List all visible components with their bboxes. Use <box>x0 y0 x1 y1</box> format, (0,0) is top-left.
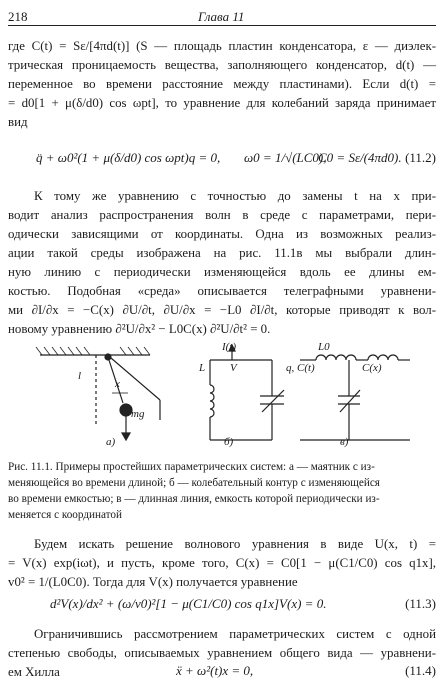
para2-line-1: К тому же уравнению с точностью до замены t на x при- <box>34 189 436 203</box>
figure-11-1 <box>0 340 444 450</box>
label-current: I(t) <box>222 341 237 353</box>
eq-11-2-number: (11.2) <box>405 150 436 165</box>
subfig-b-label: б) <box>224 436 234 448</box>
para1-line-2: трическая проницаемость вещества, заполняющего конденсатор, d(t) — <box>8 58 436 72</box>
para2-line-7: ми ∂I/∂x = −C(x) ∂U/∂t, ∂U/∂x = −L0 ∂I/∂t, которые приводят к вол- <box>8 303 436 317</box>
caption-line-4: меняется с координатой <box>8 509 123 521</box>
subfig-c-label: в) <box>340 436 349 448</box>
eq-11-2-c0: C0 = Sε/(4πd0). <box>318 150 402 165</box>
para4-line-1: Ограничившись рассмотрением параметрических систем с одной <box>34 627 436 641</box>
para2-line-6: костью. Подобная «среда» описывается телеграфными уравнени- <box>8 284 436 298</box>
subfig-a-label: а) <box>106 436 116 448</box>
para2-line-3: одически зависящими от координаты. Одна из возможных реализ- <box>8 227 436 241</box>
label-l: l <box>78 370 82 382</box>
para2-line-2: водит анализ распространения волн в среде с параметрами, пери- <box>8 208 436 222</box>
caption-line-1: Рис. 11.1. Примеры простейших параметрических систем: а — маятник с из- <box>8 461 375 473</box>
caption-line-3: во времени емкостью; в — длинная линия, емкость которой периодически из- <box>8 493 380 505</box>
eq-11-4-number: (11.4) <box>405 663 436 678</box>
para1-line-5: вид <box>8 115 28 129</box>
para4-line-3: ем Хилла <box>8 665 60 679</box>
label-x: x <box>115 378 120 390</box>
eq-11-2-main: q̈ + ω0²(1 + μ(δ/d0) cos ωpt)q = 0, <box>36 150 221 165</box>
transmission-line-diagram <box>300 355 410 440</box>
para2-line-4: ации такой среды изображена на рис. 11.1в мы выбрали длин- <box>8 246 436 260</box>
para3-line-3: v0² = 1/(L0C0). Тогда для V(x) получается уравнение <box>8 575 298 589</box>
eq-11-3: d²V(x)/dx² + (ω/v0)²[1 − μ(C1/C0) cos q1x]V(x) = 0. <box>50 596 327 611</box>
para1-line-4: = d0[1 + μ(δ/d0) cos ωpt], то уравнение для колебаний заряда принимает <box>8 96 436 110</box>
chapter-title: Глава 11 <box>198 9 245 24</box>
pendulum-diagram <box>36 347 160 440</box>
header-rule <box>8 25 436 26</box>
eq-11-2-omega: ω0 = 1/√(LC0), <box>244 150 327 165</box>
para3-line-2: = V(x) exp(iωt), и пусть, кроме того, C(x) = C0[1 − μ(C1/C0) cos q1x], <box>8 556 436 570</box>
eq-11-4: ẍ + ω²(t)x = 0, <box>176 663 254 678</box>
eq-11-3-number: (11.3) <box>405 596 436 611</box>
para4-line-2: степенью свободы, описываемых уравнением общего вида — уравнени- <box>8 646 436 660</box>
para2-line-8: новому уравнению ∂²U/∂x² − L0C(x) ∂²U/∂t² = 0. <box>8 322 271 336</box>
para3-line-1: Будем искать решение волнового уравнения в виде U(x, t) = <box>34 537 436 551</box>
caption-line-2: меняющейся во времени длиной; б — колебательный контур с изменяющейся <box>8 477 380 489</box>
label-voltage: V <box>230 362 237 374</box>
para1-line-1: где C(t) = Sε/[4πd(t)] (S — площадь пластин конденсатора, ε — диэлек- <box>8 39 436 53</box>
para1-line-3: переменное во времени расстояние между пластинами). Если d(t) = <box>8 77 436 91</box>
label-inductance: L <box>199 362 206 374</box>
lc-circuit-diagram <box>210 345 284 440</box>
label-l0: L0 <box>318 341 330 353</box>
label-capacitor: q, C(t) <box>286 362 315 374</box>
page-number: 218 <box>8 9 28 24</box>
label-cx: C(x) <box>362 362 382 374</box>
para2-line-5: ную линию с периодически изменяющейся вдоль ее длины ем- <box>8 265 436 279</box>
label-mg: mg <box>131 408 145 420</box>
